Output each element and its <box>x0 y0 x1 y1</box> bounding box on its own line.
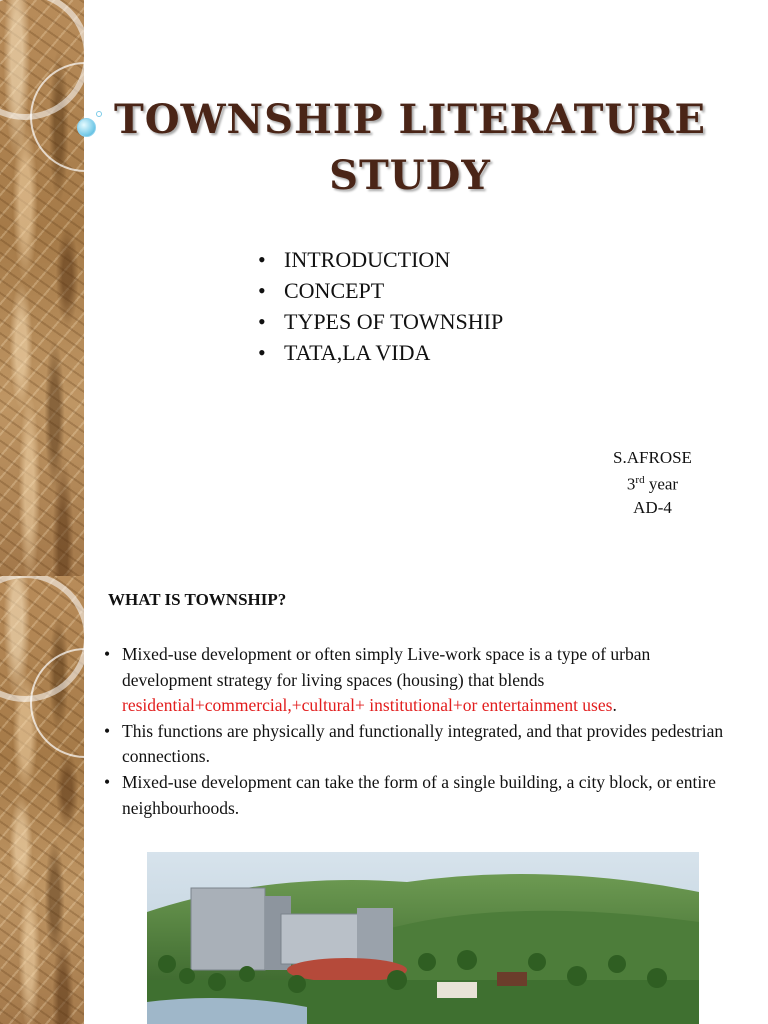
author-section: AD-4 <box>633 497 672 517</box>
crumpled-paper-strip <box>0 0 84 576</box>
topic-list <box>258 244 503 368</box>
author-name: S.AFROSE <box>613 448 692 467</box>
list-item: • This functions are physically and functionally integrated, and that provides pedestrian connections. <box>104 720 724 767</box>
definition-bullets <box>104 642 744 821</box>
author-year: 3rd year <box>626 474 679 494</box>
list-item: • INTRODUCTION <box>258 247 451 272</box>
list-item: • Mixed-use development can take the form of a single building, a city block, or entire neighbourhoods. <box>104 771 716 818</box>
title-line-2: STUDY <box>329 152 491 199</box>
list-item: • TATA,LA VIDA <box>258 340 431 365</box>
bubble-decoration <box>77 118 96 137</box>
bubble-decoration <box>96 111 102 117</box>
township-illustration <box>147 852 699 1024</box>
slide-title <box>110 92 710 204</box>
title-line-1: TOWNSHIP LITERATURE <box>113 96 707 143</box>
author-info <box>590 446 715 519</box>
highlighted-uses: residential+commercial,+cultural+ institutional+or entertainment uses <box>122 695 613 716</box>
list-item: • TYPES OF TOWNSHIP <box>258 309 504 334</box>
list-item: • Mixed-use development or often simply Live-work space is a type of urban development strategy for living spaces (housing) that blends residential+commercial,+cultural+ institutional+or entertainment uses. <box>104 644 651 716</box>
section-heading: WHAT IS TOWNSHIP? <box>108 590 287 609</box>
list-item: • CONCEPT <box>258 278 385 303</box>
township-rendering-image <box>147 852 699 1024</box>
crumpled-paper-strip <box>0 576 84 1024</box>
